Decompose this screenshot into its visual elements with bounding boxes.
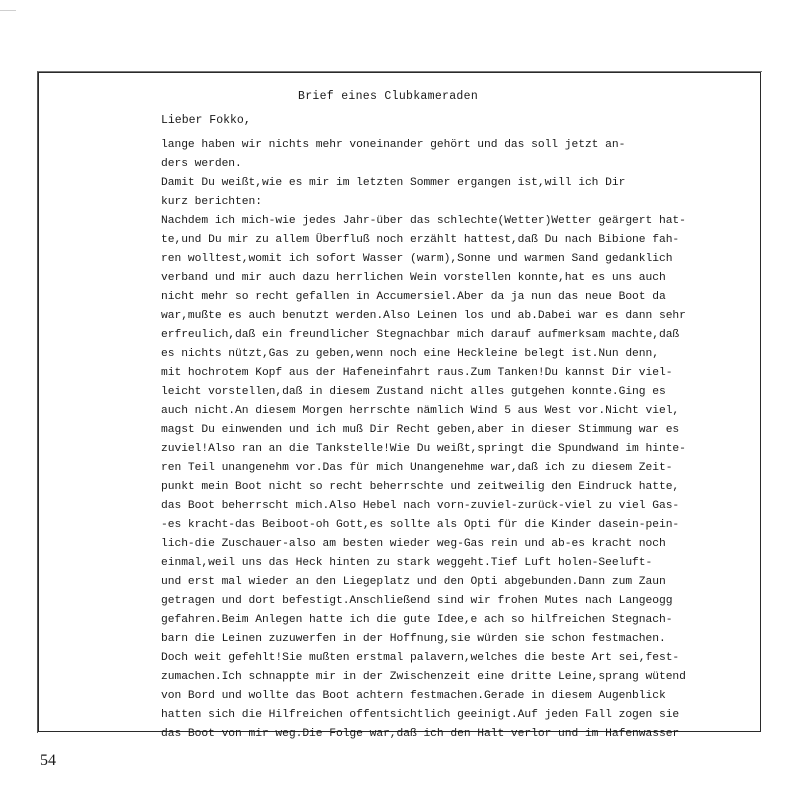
text-line: auch nicht.An diesem Morgen herrschte nämlich Wind 5 aus West vor.Nicht viel, <box>161 405 680 417</box>
text-line: verband und mir auch dazu herrlichen Wein vorstellen konnte,hat es uns auch <box>161 272 666 284</box>
text-line: ren wolltest,womit ich sofort Wasser (warm),Sonne und warmen Sand gedanklich <box>161 253 673 265</box>
text-line: ren Teil unangenehm vor.Das für mich Unangenehme war,daß ich zu diesem Zeit- <box>161 462 673 474</box>
text-line: und erst mal wieder an den Liegeplatz und den Opti abgebunden.Dann zum Zaun <box>161 576 666 588</box>
text-line: barn die Leinen zuzuwerfen in der Hoffnung,sie würden sie schon festmachen. <box>161 633 666 645</box>
letter-title: Brief eines Clubkameraden <box>298 90 479 103</box>
letter-greeting: Lieber Fokko, <box>161 114 251 127</box>
text-line: von Bord und wollte das Boot achtern festmachen.Gerade in diesem Augenblick <box>161 690 666 702</box>
page-number: 54 <box>40 752 56 769</box>
text-line: ders werden. <box>161 158 242 170</box>
text-line: te,und Du mir zu allem Überfluß noch erzählt hattest,daß Du nach Bibione fah- <box>161 234 680 246</box>
text-line: -es kracht-das Beiboot-oh Gott,es sollte als Opti für die Kinder dasein-pein- <box>161 519 680 531</box>
text-line: Nachdem ich mich-wie jedes Jahr-über das schlechte(Wetter)Wetter geärgert hat- <box>161 215 686 227</box>
text-line: das Boot beherrscht mich.Also Hebel nach vorn-zuviel-zurück-viel zu viel Gas- <box>161 500 680 512</box>
text-line: lange haben wir nichts mehr voneinander gehört und das soll jetzt an- <box>161 139 626 151</box>
text-line: einmal,weil uns das Heck hinten zu stark weggeht.Tief Luft holen-Seeluft- <box>161 557 653 569</box>
scan-mark <box>0 0 16 11</box>
text-line: lich-die Zuschauer-also am besten wieder weg-Gas rein und ab-es kracht noch <box>161 538 666 550</box>
text-line: war,mußte es auch benutzt werden.Also Leinen los und ab.Dabei war es dann sehr <box>161 310 686 322</box>
text-line: erfreulich,daß ein freundlicher Stegnachbar mich darauf aufmerksam machte,daß <box>161 329 680 341</box>
text-line: nicht mehr so recht gefallen in Accumersiel.Aber da ja nun das neue Boot da <box>161 291 666 303</box>
text-line: gefahren.Beim Anlegen hatte ich die gute Idee,e ach so hilfreichen Stegnach- <box>161 614 673 626</box>
text-line: Doch weit gefehlt!Sie mußten erstmal palavern,welches die beste Art sei,fest- <box>161 652 680 664</box>
text-line: getragen und dort befestigt.Anschließend sind wir frohen Mutes nach Langeogg <box>161 595 673 607</box>
text-line: mit hochrotem Kopf aus der Hafeneinfahrt raus.Zum Tanken!Du kannst Dir viel- <box>161 367 673 379</box>
text-line: leicht vorstellen,daß in diesem Zustand nicht alles gutgehen konnte.Ging es <box>161 386 666 398</box>
text-line: kurz berichten: <box>161 196 262 208</box>
text-line: es nichts nützt,Gas zu geben,wenn noch eine Heckleine belegt ist.Nun denn, <box>161 348 659 360</box>
text-line: magst Du einwenden und ich muß Dir Recht geben,aber in dieser Stimmung war es <box>161 424 680 436</box>
text-line: das Boot von mir weg.Die Folge war,daß ich den Halt verlor und im Hafenwasser <box>161 728 680 740</box>
text-line: hatten sich die Hilfreichen offentsichtlich geeinigt.Auf jeden Fall zogen sie <box>161 709 680 721</box>
text-line: Damit Du weißt,wie es mir im letzten Sommer ergangen ist,will ich Dir <box>161 177 626 189</box>
text-line: zumachen.Ich schnappte mir in der Zwischenzeit eine dritte Leine,sprang wütend <box>161 671 686 683</box>
letter-body <box>161 136 761 744</box>
text-line: zuviel!Also ran an die Tankstelle!Wie Du weißt,springt die Spundwand im hinte- <box>161 443 686 455</box>
text-line: punkt mein Boot nicht so recht beherrschte und zeitweilig den Eindruck hatte, <box>161 481 680 493</box>
